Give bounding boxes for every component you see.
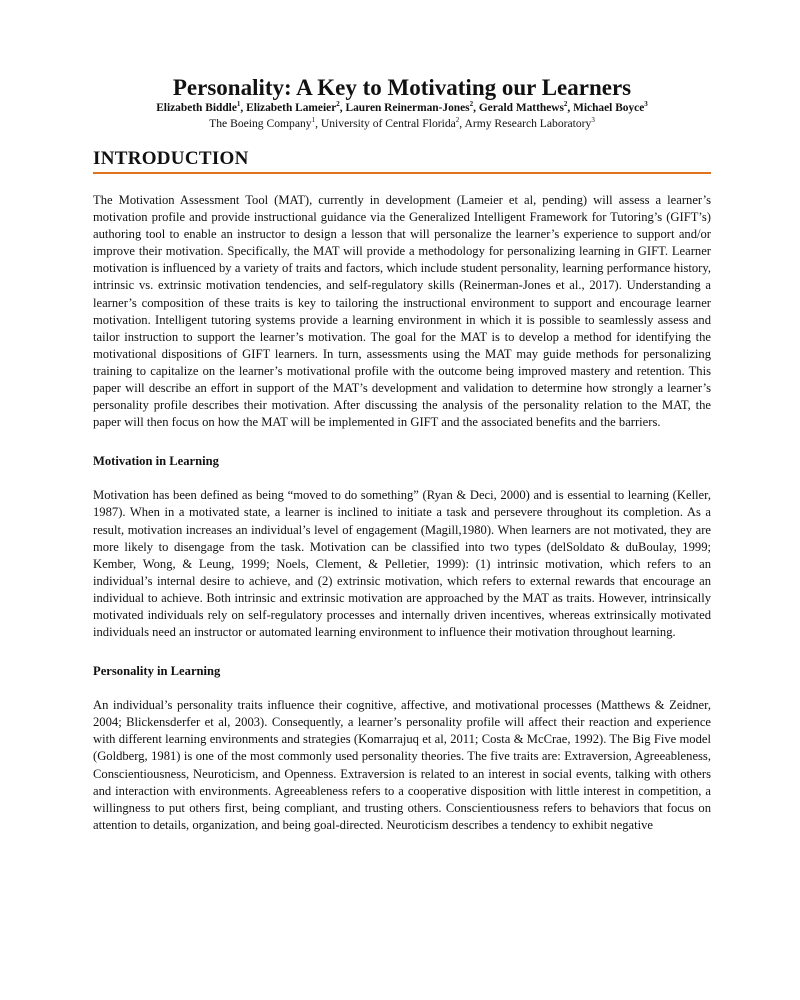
subsection-heading-motivation: Motivation in Learning xyxy=(93,454,219,469)
affiliation-name: University of Central Florida xyxy=(320,117,456,130)
personality-paragraph: An individual’s personality traits influence their cognitive, affective, and motivational processes (Matthews & Zeidner, 2004; Blickensderfer et al, 2003). Consequently, a learner’s personality profile will affect their reaction and experience with different learning environments and strategies (Komarrajuq et al, 2011; Costa & McCrae, 1992). The Big Five model (Goldberg, 1981) is one of the most commonly used personality theories. The five traits are: Extraversion, Agreeableness, Conscientiousness, Neuroticism, and Openness. Extraversion is related to an interest in social events, talking with others and interaction with environments. Agreeableness refers to a cooperative disposition with little interest in competition, a willingness to put others first, being compliant, and trusting others. Conscientiousness refers to behaviors that focus on attention to details, organization, and being goal-directed. Neuroticism describes a tendency to exhibit negative xyxy=(93,698,711,832)
author-name: Elizabeth Biddle xyxy=(156,102,237,114)
author-affiliation-mark: 1 xyxy=(236,100,241,109)
affiliation-mark: 2 xyxy=(455,116,460,125)
affiliation-mark: 1 xyxy=(311,116,316,125)
author-affiliation-mark: 2 xyxy=(563,100,568,109)
subsection-heading-personality: Personality in Learning xyxy=(93,664,221,679)
author-list: Elizabeth Biddle$^1$, Elizabeth Lameier$^2$, Lauren Reinerman-Jones$^2$, Gerald Matthews$^2$, Michael Boyce$^3$ xyxy=(156,100,648,114)
author-name: Elizabeth Lameier xyxy=(246,102,337,114)
author-name: Michael Boyce xyxy=(573,102,645,114)
paper-page xyxy=(93,74,711,834)
author-affiliation-mark: 3 xyxy=(644,100,648,109)
section-heading-introduction: INTRODUCTION xyxy=(93,148,711,174)
author-affiliation-mark: 2 xyxy=(336,100,340,109)
author-affiliation-mark: 2 xyxy=(469,100,474,109)
motivation-paragraph: Motivation has been defined as being “moved to do something” (Ryan & Deci, 2000) and is essential to learning (Keller, 1987). When in a motivated state, a learner is inclined to initiate a task and persevere throughout its completion. As a result, motivation increases an individual’s level of engagement (Magill,1980). When learners are not motivated, they are more likely to disengage from the task. Motivation can be classified into two types (delSoldato & duBoulay, 1999; Kember, Wong, & Leung, 1999; Noels, Clement, & Pelletier, 1999): (1) intrinsic motivation, which refers to an individual’s internal desire to achieve, and (2) extrinsic motivation, which refers to external rewards that encourage an individual to achieve. Both intrinsic and extrinsic motivation are approached by the MAT as traits. However, intrinsically motivated individuals rely on self-regulatory processes and internally driven incentives, whereas extrinsically motivated individuals need an instructor or automated learning environment to influence their motivation throughout learning. xyxy=(93,488,711,640)
affiliation-name: Army Research Laboratory xyxy=(464,117,592,130)
affiliation-name: The Boeing Company xyxy=(209,117,312,130)
paper-title: Personality: A Key to Motivating our Learners xyxy=(172,75,632,100)
affiliation-mark: 3 xyxy=(591,116,595,125)
author-name: Gerald Matthews xyxy=(478,102,564,114)
affiliation-list: The Boeing Company$^1$, University of Central Florida$^2$, Army Research Laboratory$^3$ xyxy=(209,116,595,130)
introduction-paragraph: The Motivation Assessment Tool (MAT), currently in development (Lameier et al, pending) will assess a learner’s motivation profile and provide instructional guidance via the Generalized Intelligent Framework for Tutoring’s (GIFT’s) authoring tool to enable an instructor to design a lesson that will personalize the learner’s experience to support and/or improve their motivation. Specifically, the MAT will provide a methodology for personalizing learning in GIFT. Learner motivation is influenced by a variety of traits and factors, which include student personality, learning performance history, intrinsic vs. extrinsic motivation tendencies, and self-regulatory skills (Reinerman-Jones et al., 2017). Understanding a learner’s composition of these traits is key to tailoring the instructional environment to support and encourage learner motivation. Intelligent tutoring systems provide a learning environment in which it is possible to seamlessly assess and tailor instruction to support the learner’s motivation. The goal for the MAT is to develop a method for identifying the motivational dispositions of GIFT learners. In turn, assessments using the MAT may guide methods for personalizing training to capitalize on the learner’s motivational profile with the outcome being improved mastery and retention. This paper will describe an effort in support of the MAT’s development and validation to determine how strongly a learner’s personality profile describes their motivation. After discussing the analysis of the personality relation to the MAT, the paper will then focus on how the MAT will be implemented in GIFT and the associated benefits and the barriers. xyxy=(93,193,711,430)
author-name: Lauren Reinerman-Jones xyxy=(345,102,470,114)
